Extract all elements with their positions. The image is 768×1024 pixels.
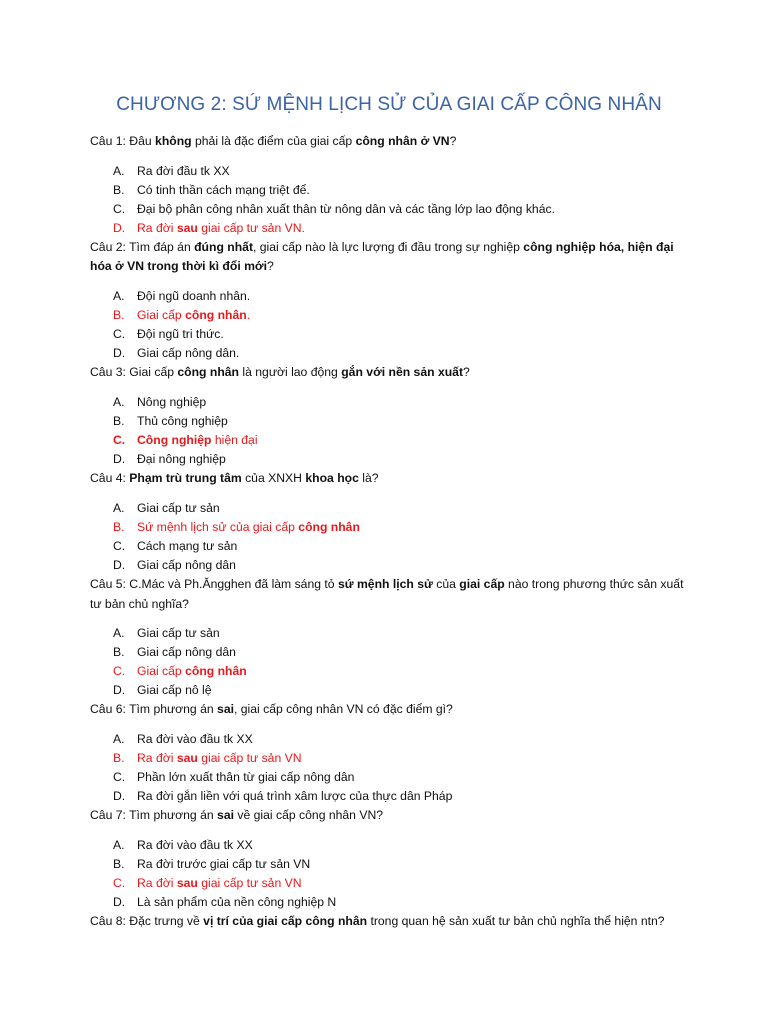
option-letter: B. xyxy=(113,307,125,322)
text-run: Có tinh thần cách mạng triệt để. xyxy=(137,182,310,197)
option-letter: D. xyxy=(113,452,126,467)
option-text xyxy=(137,344,688,363)
option-text xyxy=(137,893,688,912)
text-run: ? xyxy=(266,259,274,274)
answer-option-correct xyxy=(90,431,688,450)
text-run: Câu 2: Tìm đáp án xyxy=(90,239,195,254)
text-run: hiện đại xyxy=(211,432,258,447)
answer-options xyxy=(90,499,688,575)
option-text xyxy=(137,681,688,700)
bold-text: sai xyxy=(217,808,234,823)
question-7 xyxy=(90,806,688,912)
option-letter: B. xyxy=(113,413,125,428)
question-text xyxy=(90,806,688,826)
option-text xyxy=(137,730,688,749)
answer-option xyxy=(90,556,688,575)
text-run: là người lao động xyxy=(239,365,342,380)
question-6 xyxy=(90,700,688,806)
answer-option xyxy=(90,855,688,874)
question-3 xyxy=(90,363,688,469)
text-run: Đội ngũ tri thức. xyxy=(137,327,224,342)
answer-options xyxy=(90,730,688,806)
option-letter: D. xyxy=(113,683,126,698)
text-run: Giai cấp tư sản xyxy=(137,626,220,640)
answer-option xyxy=(90,287,688,306)
text-run: Ra đời trước giai cấp tư sản VN xyxy=(137,856,311,871)
answer-options xyxy=(90,624,688,700)
bold-text: công nghiệp hóa, hiện đại hóa ở VN trong thời kì đổi mới xyxy=(90,239,674,274)
answer-option-correct xyxy=(90,874,688,893)
bold-text: không xyxy=(155,134,192,148)
bold-text: khoa học xyxy=(305,471,359,486)
answer-option xyxy=(90,344,688,363)
text-run: giai cấp tư sản VN xyxy=(197,750,302,765)
text-run: ? xyxy=(463,365,470,380)
answer-option-correct xyxy=(90,518,688,537)
question-text xyxy=(90,132,688,152)
question-5 xyxy=(90,575,688,700)
option-text xyxy=(137,787,688,806)
option-letter: B. xyxy=(113,182,125,197)
option-letter: A. xyxy=(113,394,125,409)
option-letter: A. xyxy=(113,163,125,178)
question-1 xyxy=(90,132,688,238)
text-run: Giai cấp tư sản xyxy=(137,500,220,515)
question-text xyxy=(90,575,688,614)
bold-text: đúng nhất xyxy=(194,239,253,254)
answer-option-correct xyxy=(90,749,688,768)
option-text xyxy=(137,325,688,344)
text-run: Câu 4: xyxy=(90,471,130,486)
answer-option xyxy=(90,412,688,431)
option-letter: A. xyxy=(113,626,125,640)
text-run: Ra đời gắn liền với quá trình xâm lược của thực dân Pháp xyxy=(137,789,453,804)
bold-text: gắn với nền sản xuất xyxy=(341,365,464,380)
option-text xyxy=(137,768,688,787)
option-text xyxy=(137,556,688,575)
option-text xyxy=(137,855,688,874)
option-letter: C. xyxy=(113,875,126,890)
option-text xyxy=(137,874,688,893)
option-text xyxy=(137,181,688,200)
text-run: Ra đời vào đầu tk XX xyxy=(137,837,253,852)
option-text xyxy=(137,287,688,306)
answer-option xyxy=(90,643,688,662)
text-run: . xyxy=(246,307,251,322)
option-text xyxy=(137,393,688,412)
text-run: Ra đời đầu tk XX xyxy=(137,163,230,178)
question-text xyxy=(90,238,688,277)
text-run: Câu 6: Tìm phương án xyxy=(90,702,218,717)
question-text xyxy=(90,469,688,489)
bold-text: Phạm trù trung tâm xyxy=(129,471,242,486)
option-letter: D. xyxy=(113,789,126,804)
text-run: Câu 7: Tìm phương án xyxy=(90,808,218,823)
text-run: Câu 1: Đâu xyxy=(90,134,156,148)
answer-option xyxy=(90,537,688,556)
text-run: của XNXH xyxy=(241,471,306,486)
text-run: giai cấp tư sản VN. xyxy=(197,220,305,235)
option-letter: D. xyxy=(113,220,126,235)
page-title: CHƯƠNG 2: SỨ MỆNH LỊCH SỬ CỦA GIAI CẤP CÔNG NHÂN xyxy=(116,94,662,115)
question-8 xyxy=(90,912,688,932)
bold-text: công nhân ở VN xyxy=(355,134,450,148)
question-text xyxy=(90,363,688,383)
option-letter: C. xyxy=(113,327,126,342)
bold-text: sau xyxy=(176,875,198,890)
text-run: Giai cấp xyxy=(137,664,186,679)
option-text xyxy=(137,518,688,537)
text-run: nào trong phương thức sản xuất tư bản chủ nghĩa? xyxy=(90,577,684,611)
text-run: Cách mạng tư sản xyxy=(137,538,238,553)
text-run: , giai cấp công nhân VN có đặc điểm gì? xyxy=(234,702,453,717)
option-text xyxy=(137,624,688,643)
option-letter: A. xyxy=(113,288,125,303)
bold-text: sau xyxy=(176,750,198,765)
option-text xyxy=(137,200,688,219)
text-run: Phần lớn xuất thân từ giai cấp nông dân xyxy=(137,770,355,785)
option-letter: C. xyxy=(113,538,126,553)
text-run: trong quan hệ sản xuất tư bản chủ nghĩa thể hiện ntn? xyxy=(367,914,665,929)
bold-text: sứ mệnh lịch sử xyxy=(337,577,433,591)
option-text xyxy=(137,662,688,681)
option-text xyxy=(137,162,688,181)
option-letter: A. xyxy=(113,731,125,746)
option-text xyxy=(137,836,688,855)
text-run: Nông nghiệp xyxy=(137,394,207,409)
answer-option xyxy=(90,787,688,806)
option-letter: D. xyxy=(113,346,126,361)
text-run: ? xyxy=(449,134,457,148)
option-letter: B. xyxy=(113,519,125,534)
option-text xyxy=(137,450,688,469)
answer-option xyxy=(90,200,688,219)
answer-option-correct xyxy=(90,219,688,238)
answer-option xyxy=(90,162,688,181)
option-letter: B. xyxy=(113,750,125,765)
text-run: Ra đời vào đầu tk XX xyxy=(137,731,253,746)
text-run: Giai cấp nô lệ xyxy=(137,683,212,698)
option-letter: B. xyxy=(113,645,125,660)
option-text xyxy=(137,219,688,238)
option-letter: C. xyxy=(113,664,126,679)
text-run: Đội ngũ doanh nhân. xyxy=(137,288,251,303)
bold-text: giai cấp xyxy=(459,577,505,591)
option-text xyxy=(137,537,688,556)
answer-option xyxy=(90,836,688,855)
text-run: Đại nông nghiệp xyxy=(137,452,226,467)
text-run: Giai cấp nông dân xyxy=(137,645,236,660)
answer-option xyxy=(90,499,688,518)
text-run: về giai cấp công nhân VN? xyxy=(234,808,384,823)
option-text xyxy=(137,412,688,431)
answer-option-correct xyxy=(90,306,688,325)
bold-text: vị trí của giai cấp công nhân xyxy=(203,914,368,929)
text-run: Ra đời xyxy=(137,875,177,890)
option-letter: A. xyxy=(113,837,125,852)
answer-option xyxy=(90,768,688,787)
option-letter: C. xyxy=(113,201,126,216)
bold-text: công nhân xyxy=(185,664,247,679)
question-4 xyxy=(90,469,688,575)
answer-option xyxy=(90,450,688,469)
option-letter: D. xyxy=(113,557,126,572)
answer-options xyxy=(90,393,688,469)
text-run: Câu 3: Giai cấp xyxy=(90,365,178,380)
option-text xyxy=(137,643,688,662)
text-run: Thủ công nghiệp xyxy=(137,413,228,428)
text-run: Đại bộ phân công nhân xuất thân từ nông dân và các tầng lớp lao động khác. xyxy=(137,201,555,216)
option-letter: D. xyxy=(113,895,126,910)
question-2 xyxy=(90,238,688,363)
text-run: Câu 8: Đặc trưng về xyxy=(90,914,204,929)
option-letter: A. xyxy=(113,500,125,515)
answer-option xyxy=(90,181,688,200)
text-run: giai cấp tư sản VN xyxy=(197,875,302,890)
text-run: Giai cấp nông dân. xyxy=(137,346,240,361)
answer-options xyxy=(90,836,688,912)
text-run: Ra đời xyxy=(137,220,177,235)
answer-option xyxy=(90,681,688,700)
text-run: Là sản phẩm của nền công nghiệp N xyxy=(137,895,337,910)
bold-text: công nhân xyxy=(298,519,360,534)
text-run: phải là đặc điểm của giai cấp xyxy=(191,134,356,148)
bold-text: sai xyxy=(217,702,234,717)
question-text xyxy=(90,912,688,932)
answer-options xyxy=(90,287,688,363)
answer-option-correct xyxy=(90,662,688,681)
option-letter: B. xyxy=(113,856,125,871)
question-list xyxy=(90,132,688,932)
option-text xyxy=(137,306,688,325)
bold-text: công nhân xyxy=(177,365,240,380)
answer-options xyxy=(90,162,688,238)
option-text xyxy=(137,431,688,450)
bold-text: sau xyxy=(176,220,198,235)
text-run: là? xyxy=(358,471,379,486)
bold-text: Công nghiệp xyxy=(137,432,212,447)
option-text xyxy=(137,499,688,518)
text-run: Giai cấp xyxy=(137,307,186,322)
bold-text: công nhân xyxy=(185,307,247,322)
answer-option xyxy=(90,325,688,344)
text-run: , giai cấp nào là lực lượng đi đầu trong sự nghiệp xyxy=(253,239,524,254)
option-text xyxy=(137,749,688,768)
text-run: Câu 5: C.Mác và Ph.Ăngghen đã làm sáng tỏ xyxy=(90,577,338,591)
text-run: Sứ mệnh lịch sử của giai cấp xyxy=(137,519,299,534)
answer-option xyxy=(90,393,688,412)
answer-option xyxy=(90,730,688,749)
text-run: Ra đời xyxy=(137,750,177,765)
option-letter: C. xyxy=(113,770,126,785)
option-letter: C. xyxy=(113,432,126,447)
text-run: của xyxy=(432,577,460,591)
question-text xyxy=(90,700,688,720)
answer-option xyxy=(90,893,688,912)
text-run: Giai cấp nông dân xyxy=(137,557,236,572)
answer-option xyxy=(90,624,688,643)
